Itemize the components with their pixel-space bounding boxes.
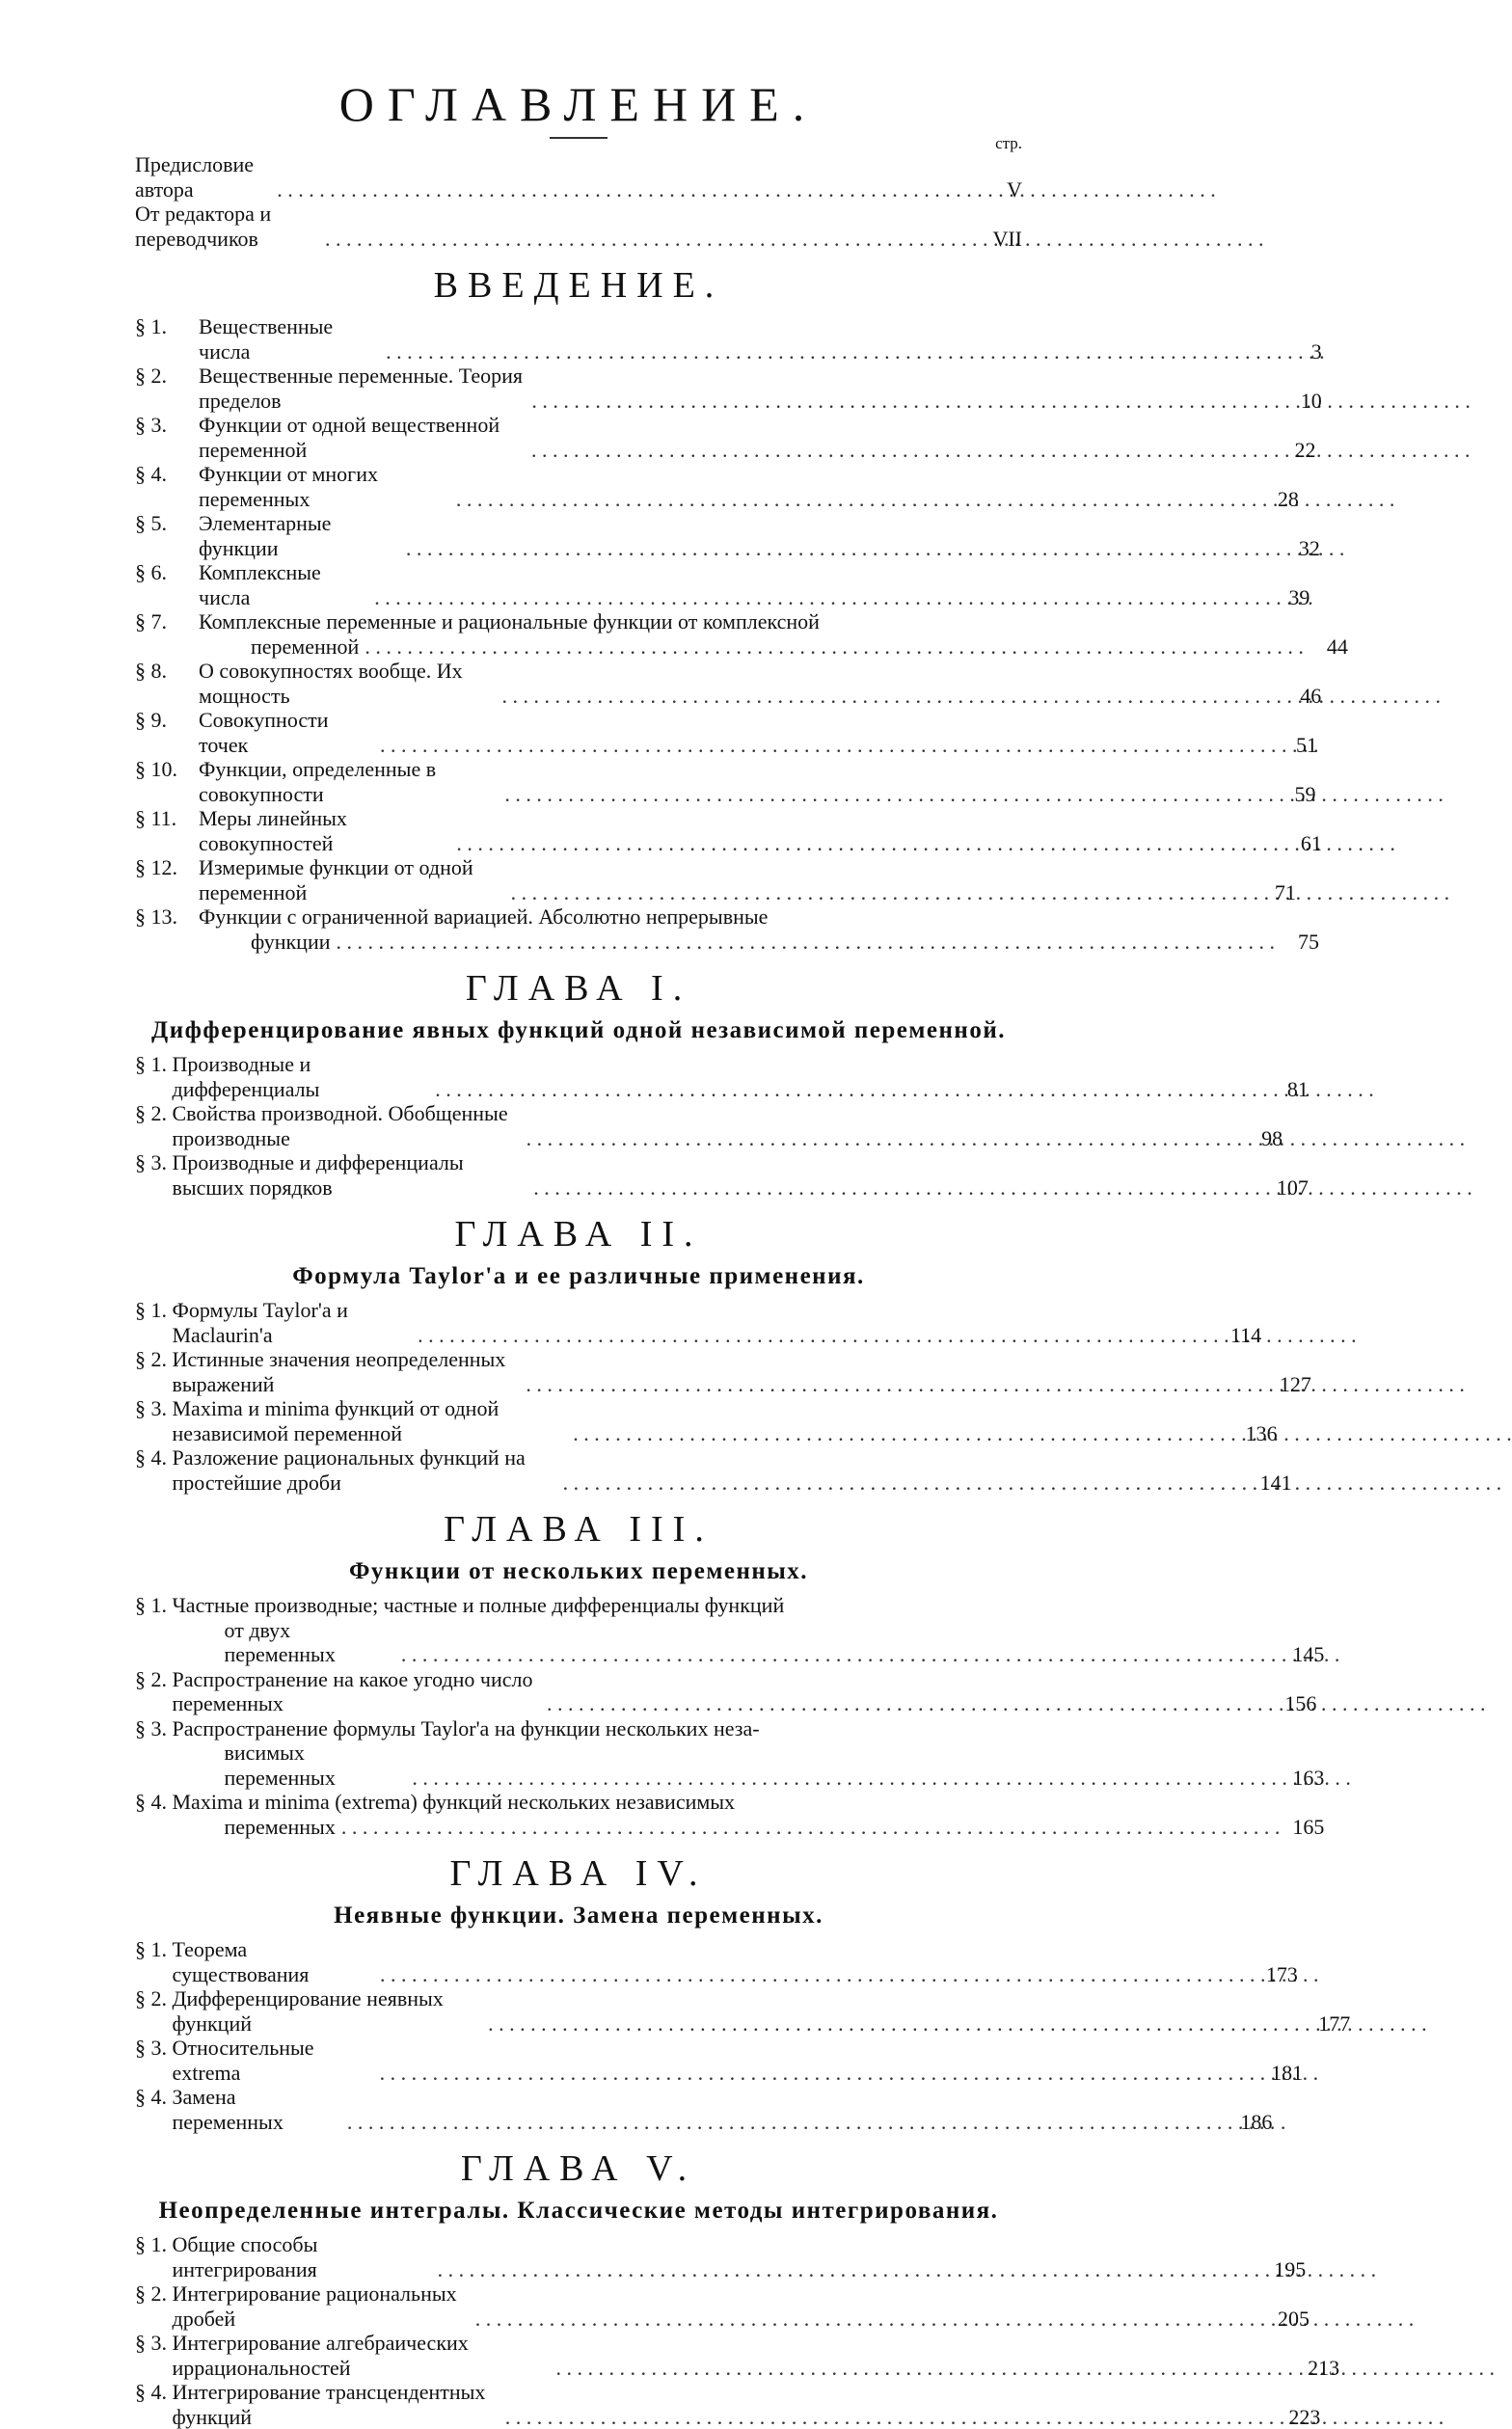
section-body <box>199 855 1296 904</box>
intro-heading: ВВЕДЕНИЕ. <box>135 264 1022 307</box>
dot-leader <box>325 227 978 252</box>
section-item <box>135 659 1022 708</box>
entry-title: Распространение на какое угодно число переменных <box>173 1667 541 1716</box>
toc-entry <box>199 462 1299 511</box>
dot-leader <box>511 880 1252 905</box>
page-number: 205 <box>1271 2307 1310 2332</box>
chapter <box>135 1508 1022 1839</box>
front-matter-list <box>135 152 1022 251</box>
section-number: § 2. <box>135 1347 173 1372</box>
section-body <box>173 2085 1273 2134</box>
dot-leader <box>406 536 1276 561</box>
section-body <box>173 1101 1283 1150</box>
dot-leader <box>526 1372 1266 1397</box>
dot-leader <box>435 1077 1264 1102</box>
toc-entry <box>199 855 1296 904</box>
section-item <box>135 1445 1022 1495</box>
page-column-label: стр. <box>135 135 1022 152</box>
section-item <box>135 2232 1022 2281</box>
dot-leader <box>504 782 1271 807</box>
section-number: § 4. <box>135 462 199 487</box>
dot-leader <box>531 389 1277 414</box>
section-body <box>173 1790 1325 1839</box>
page-number: 195 <box>1267 2257 1306 2282</box>
dot-leader <box>418 1323 1217 1348</box>
section-number: § 2. <box>135 1667 173 1692</box>
entry-title: Разложение рациональных функций на простейшие дроби <box>173 1445 557 1495</box>
entry-title: Общие способы интегрирования <box>173 2232 432 2281</box>
section-item <box>135 1937 1022 1986</box>
section-item <box>135 314 1022 364</box>
page-number: 136 <box>1239 1421 1278 1446</box>
section-item <box>135 1101 1022 1150</box>
page-number: 44 <box>1310 634 1348 660</box>
page-number: 10 <box>1283 389 1322 414</box>
dot-leader <box>533 1175 1264 1201</box>
section-number: § 2. <box>135 1986 173 2011</box>
entry-title: Теорема существования <box>173 1937 374 1986</box>
toc-entry <box>199 560 1310 609</box>
section-number: § 6. <box>135 560 199 585</box>
chapter-heading: ГЛАВА II. <box>135 1213 1022 1255</box>
toc-entry <box>173 2380 1321 2429</box>
section-item <box>135 1347 1022 1396</box>
toc-entry <box>173 1986 1351 2036</box>
section-item <box>135 1667 1022 1716</box>
page-number: 46 <box>1282 684 1321 709</box>
dot-leader <box>347 2110 1228 2135</box>
section-body <box>199 462 1299 511</box>
toc-entry <box>199 659 1321 708</box>
chapter-subtitle: Дифференцирование явных функций одной независимой переменной. <box>135 1017 1022 1044</box>
toc-entry <box>135 202 1022 251</box>
toc-entry <box>199 314 1322 364</box>
toc-entry <box>173 2281 1310 2331</box>
section-item <box>135 1986 1022 2036</box>
page-number: 107 <box>1270 1175 1309 1201</box>
entry-title: Меры линейных совокупностей <box>199 806 450 855</box>
section-number: § 2. <box>135 364 199 389</box>
page-number: 81 <box>1270 1077 1309 1102</box>
dot-leader <box>547 1691 1272 1716</box>
entry-title: от двух переменных <box>225 1618 395 1667</box>
dot-leader <box>386 339 1278 364</box>
section-body <box>199 314 1322 364</box>
entry-title: Функции, определенные в совокупности <box>199 757 499 806</box>
section-number: § 1. <box>135 1937 173 1962</box>
section-number: § 2. <box>135 1101 173 1126</box>
section-body <box>173 1986 1351 2036</box>
chapter <box>135 1213 1022 1495</box>
dot-leader <box>364 634 1304 660</box>
toc-entry <box>173 1396 1278 1445</box>
entry-title: Дифференцирование неявных функций <box>173 1986 483 2036</box>
section-item <box>135 806 1022 855</box>
entry-title: Комплексные числа <box>199 560 368 609</box>
dot-leader <box>456 831 1278 856</box>
chapter-subtitle: Функции от нескольких переменных. <box>135 1558 1022 1585</box>
section-body <box>199 560 1310 609</box>
page-number: 145 <box>1285 1642 1324 1667</box>
page-number: 186 <box>1233 2110 1272 2135</box>
section-body <box>173 1396 1278 1445</box>
section-item <box>135 1150 1022 1200</box>
entry-title: Формулы Taylor'а и Maclaurin'а <box>173 1298 413 1347</box>
toc-entry <box>173 1815 1325 1840</box>
dot-leader <box>505 2405 1277 2429</box>
chapter-heading: ГЛАВА III. <box>135 1508 1022 1551</box>
toc-entry <box>199 364 1322 413</box>
section-number: § 10. <box>135 757 199 782</box>
section-number: § 3. <box>135 413 199 438</box>
page-number: 163 <box>1285 1766 1324 1791</box>
toc-entry <box>173 1937 1298 1986</box>
dot-leader <box>401 1642 1280 1667</box>
section-number: § 1. <box>135 1052 173 1077</box>
dot-leader <box>380 2061 1258 2086</box>
section-item <box>135 1790 1022 1839</box>
intro-list <box>135 314 1022 954</box>
page-number: 22 <box>1278 438 1316 463</box>
page-number: 181 <box>1264 2061 1303 2086</box>
chapter-heading: ГЛАВА V. <box>135 2147 1022 2190</box>
section-body <box>199 364 1322 413</box>
entry-title: Вещественные переменные. Теория пределов <box>199 364 526 413</box>
page-number: 51 <box>1279 733 1317 758</box>
section-body <box>173 1593 1325 1667</box>
section-item <box>135 2036 1022 2085</box>
section-item <box>135 1716 1022 1791</box>
section-body <box>199 413 1316 462</box>
page-number: 213 <box>1301 2356 1339 2381</box>
chapter-heading: ГЛАВА IV. <box>135 1852 1022 1895</box>
toc-entry <box>173 1052 1309 1101</box>
section-body <box>199 511 1320 560</box>
entry-title: Интегрирование трансцендентных функций <box>173 2380 500 2429</box>
page-number: VII <box>984 227 1022 252</box>
section-body <box>173 1052 1309 1101</box>
section-number: § 5. <box>135 511 199 536</box>
section-number: § 3. <box>135 2036 173 2061</box>
dot-leader <box>573 1421 1232 1446</box>
section-body <box>199 904 1319 954</box>
page-number: 3 <box>1283 339 1322 364</box>
page-number: 223 <box>1282 2405 1320 2429</box>
section-item <box>135 1298 1022 1347</box>
section-body <box>173 1347 1311 1396</box>
dot-leader <box>337 930 1276 955</box>
section-number: § 12. <box>135 855 199 880</box>
toc-entry <box>173 2232 1307 2281</box>
dot-leader <box>412 1766 1280 1791</box>
toc-entry <box>173 2331 1340 2380</box>
page-number: 32 <box>1282 536 1320 561</box>
toc-entry <box>199 757 1316 806</box>
chapter <box>135 967 1022 1200</box>
section-item <box>135 462 1022 511</box>
section-body <box>173 1667 1317 1716</box>
entry-title: Истинные значения неопределенных выражений <box>173 1347 521 1396</box>
chapters <box>135 967 1022 2429</box>
dot-leader <box>502 684 1278 709</box>
chapter-subtitle: Формула Taylor'а и ее различные применения. <box>135 1263 1022 1290</box>
entry-title: висимых переменных <box>225 1741 407 1790</box>
toc-entry <box>199 634 1348 660</box>
section-number: § 13. <box>135 904 199 930</box>
toc-entry <box>135 152 1022 202</box>
section-number: § 1. <box>135 2232 173 2257</box>
section-body <box>199 609 1348 659</box>
chapter-subtitle: Неопределенные интегралы. Классические методы интегрирования. <box>135 2198 1022 2225</box>
page-number: 98 <box>1244 1126 1282 1151</box>
section-title-line: Комплексные переменные и рациональные функции от комплексной <box>199 609 1348 634</box>
dot-leader <box>380 733 1273 758</box>
section-number: § 4. <box>135 1445 173 1471</box>
chapter-heading: ГЛАВА I. <box>135 967 1022 1010</box>
entry-title: Свойства производной. Обобщенные производные <box>173 1101 521 1150</box>
toc-entry <box>173 1618 1325 1667</box>
section-item <box>135 2281 1022 2331</box>
entry-title: Замена переменных <box>173 2085 341 2134</box>
toc-entry <box>199 806 1322 855</box>
section-title-line: Частные производные; частные и полные дифференциалы функций <box>173 1593 1325 1618</box>
page-number: 127 <box>1273 1372 1311 1397</box>
dot-leader <box>374 585 1265 610</box>
dot-leader <box>456 487 1255 512</box>
page-number: 61 <box>1283 831 1322 856</box>
entry-title: От редактора и переводчиков <box>135 202 319 251</box>
page-number: 39 <box>1271 585 1310 610</box>
toc-entry <box>173 1347 1311 1396</box>
section-body <box>173 1937 1298 1986</box>
section-number: § 3. <box>135 1716 173 1741</box>
section-number: § 1. <box>135 1298 173 1323</box>
section-number: § 4. <box>135 1790 173 1815</box>
dot-leader <box>531 438 1272 463</box>
page-title: ОГЛАВЛЕНИЕ. <box>135 77 1022 131</box>
table-of-contents <box>135 77 1022 2429</box>
toc-entry <box>173 1445 1292 1495</box>
dot-leader <box>277 177 978 202</box>
page-number: 156 <box>1278 1691 1316 1716</box>
toc-entry <box>199 413 1316 462</box>
section-item <box>135 609 1022 659</box>
toc-entry <box>173 2036 1304 2085</box>
section-number: § 4. <box>135 2085 173 2110</box>
dot-leader <box>526 1126 1239 1151</box>
page-number: 165 <box>1285 1815 1324 1840</box>
section-item <box>135 1396 1022 1445</box>
section-title-line: Функции с ограниченной вариацией. Абсолютно непрерывные <box>199 904 1319 930</box>
page-number: 114 <box>1223 1323 1261 1348</box>
section-body <box>199 757 1316 806</box>
toc-entry <box>173 1741 1325 1790</box>
dot-leader <box>341 1815 1281 1840</box>
section-item <box>135 855 1022 904</box>
section-body <box>173 1445 1292 1495</box>
section-item <box>135 708 1022 757</box>
section-item <box>135 2085 1022 2134</box>
section-item <box>135 2331 1022 2380</box>
page-number: 141 <box>1254 1471 1292 1496</box>
entry-title: Производные и дифференциалы высших порядков <box>173 1150 528 1200</box>
section-item <box>135 364 1022 413</box>
dot-leader <box>488 2011 1306 2037</box>
entry-title: Предисловие автора <box>135 152 271 202</box>
section-item <box>135 413 1022 462</box>
entry-title: Функции от одной вещественной переменной <box>199 413 526 462</box>
section-body <box>173 2281 1310 2331</box>
section-number: § 8. <box>135 659 199 684</box>
entry-title: переменных <box>225 1815 336 1840</box>
page-number: 59 <box>1278 782 1316 807</box>
section-title-line: Maxima и minima (extrema) функций нескольких независимых <box>173 1790 1325 1815</box>
section-body <box>173 2036 1304 2085</box>
entry-title: Вещественные числа <box>199 314 380 364</box>
section-body <box>199 659 1321 708</box>
chapter <box>135 2147 1022 2429</box>
toc-entry <box>199 930 1319 955</box>
section-item <box>135 904 1022 954</box>
entry-title: Интегрирование алгебраических иррациональностей <box>173 2331 551 2380</box>
entry-title: переменной <box>251 634 359 660</box>
entry-title: Относительные extrema <box>173 2036 374 2085</box>
section-number: § 7. <box>135 609 199 634</box>
toc-entry <box>173 1298 1262 1347</box>
page-number: 28 <box>1260 487 1299 512</box>
entry-title: Maxima и minima функций от одной независимой переменной <box>173 1396 568 1445</box>
section-number: § 1. <box>135 1593 173 1618</box>
toc-entry <box>173 2085 1273 2134</box>
entry-title: Производные и дифференциалы <box>173 1052 430 1101</box>
entry-title: Совокупности точек <box>199 708 374 757</box>
section-number: § 2. <box>135 2281 173 2307</box>
section-number: § 9. <box>135 708 199 733</box>
entry-title: Функции от многих переменных <box>199 462 450 511</box>
page-number: 75 <box>1281 930 1319 955</box>
section-body <box>173 1716 1325 1791</box>
page-number: 71 <box>1257 880 1296 905</box>
toc-entry <box>173 1150 1309 1200</box>
toc-entry <box>199 511 1320 560</box>
section-item <box>135 511 1022 560</box>
dot-leader <box>380 1962 1254 1987</box>
toc-entry <box>199 708 1317 757</box>
section-body <box>173 2380 1321 2429</box>
section-body <box>173 1150 1309 1200</box>
section-number: § 3. <box>135 1396 173 1421</box>
dot-leader <box>438 2257 1262 2282</box>
section-item <box>135 560 1022 609</box>
dot-leader <box>475 2307 1265 2332</box>
dot-leader <box>563 1471 1248 1496</box>
section-body <box>199 806 1322 855</box>
section-number: § 4. <box>135 2380 173 2405</box>
section-number: § 3. <box>135 2331 173 2356</box>
chapter-subtitle: Неявные функции. Замена переменных. <box>135 1903 1022 1930</box>
section-item <box>135 2380 1022 2429</box>
section-title-line: Распространение формулы Taylor'а на функции нескольких неза- <box>173 1716 1325 1741</box>
section-number: § 3. <box>135 1150 173 1175</box>
dot-leader <box>556 2356 1296 2381</box>
entry-title: функции <box>251 930 331 955</box>
section-item <box>135 757 1022 806</box>
section-body <box>199 708 1317 757</box>
section-number: § 1. <box>135 314 199 339</box>
section-body <box>173 1298 1262 1347</box>
section-number: § 11. <box>135 806 199 831</box>
entry-title: Измеримые функции от одной переменной <box>199 855 505 904</box>
section-item <box>135 1593 1022 1667</box>
toc-entry <box>173 1667 1317 1716</box>
section-body <box>173 2331 1340 2380</box>
entry-title: О совокупностях вообще. Их мощность <box>199 659 497 708</box>
section-item <box>135 1052 1022 1101</box>
entry-title: Интегрирование рациональных дробей <box>173 2281 470 2331</box>
page-number: V <box>984 177 1022 202</box>
section-body <box>173 2232 1307 2281</box>
page-number: 177 <box>1311 2011 1350 2037</box>
toc-entry <box>173 1101 1283 1150</box>
entry-title: Элементарные функции <box>199 511 400 560</box>
chapter <box>135 1852 1022 2134</box>
page-number: 173 <box>1259 1962 1298 1987</box>
